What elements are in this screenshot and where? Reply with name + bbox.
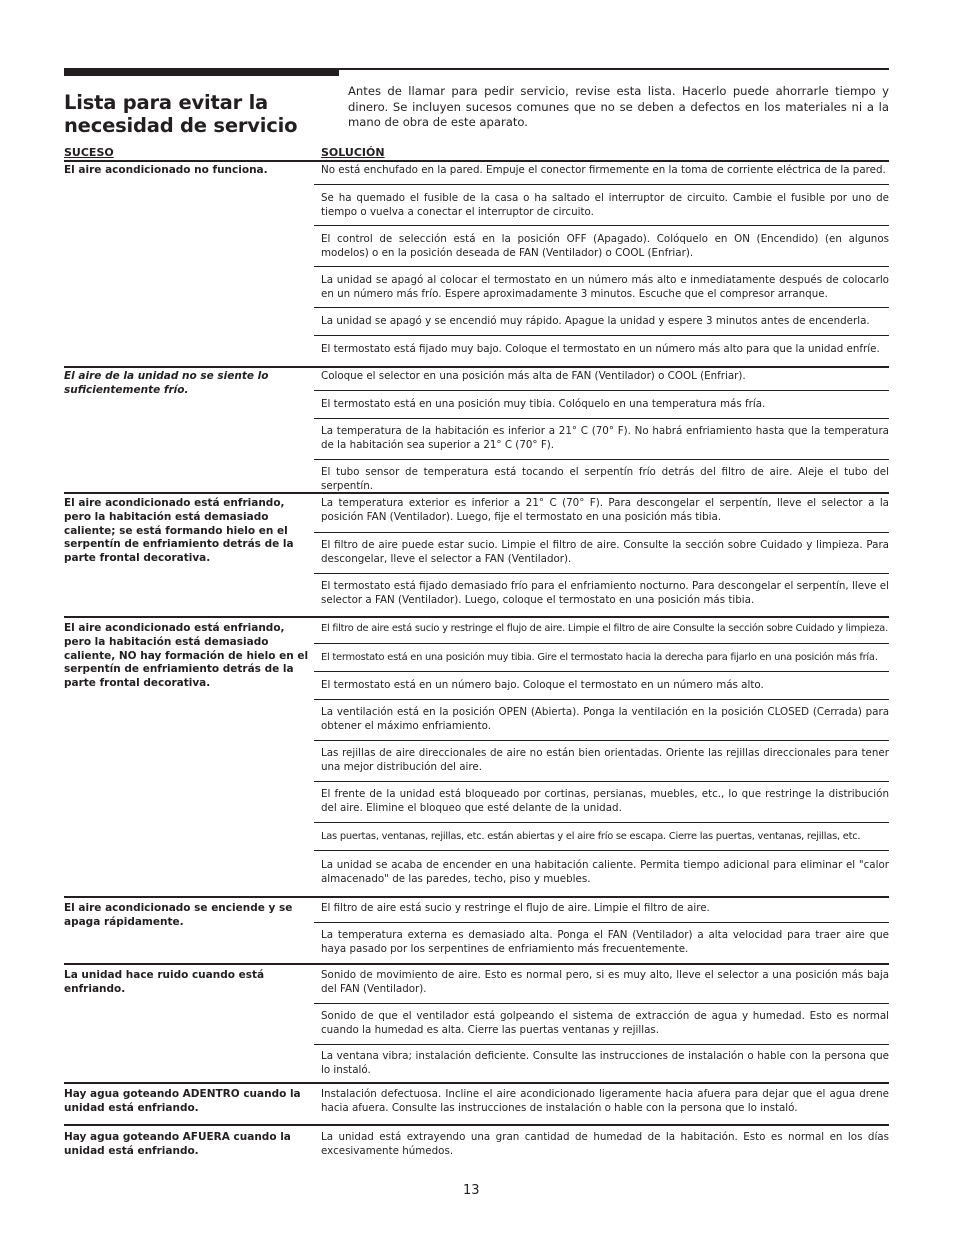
solution-item: La unidad se acaba de encender en una habitación caliente. Permita tiempo adicional para eliminar el "calor almacenado" de las paredes, techo, piso y muebles. <box>321 859 889 885</box>
row-divider <box>314 699 889 700</box>
row-divider <box>314 184 889 185</box>
row-divider <box>314 643 889 644</box>
solution-item: El filtro de aire puede estar sucio. Limpie el filtro de aire. Consulte la sección sobre Cuidado y limpieza. Para descongelar, lleve el selector a FAN (Ventilador). <box>321 539 889 565</box>
row-divider <box>314 307 889 308</box>
event-label: El aire acondicionado no funciona. <box>64 164 268 176</box>
column-header-event: SUCESO <box>64 146 114 159</box>
event-label: Hay agua goteando AFUERA cuando la unidad está enfriando. <box>64 1131 291 1157</box>
section-divider <box>64 492 889 494</box>
row-divider <box>314 781 889 782</box>
solution-item: El termostato está en una posición muy tibia. Colóquelo en una temperatura más fría. <box>321 398 766 410</box>
row-divider <box>314 1044 889 1045</box>
page-number: 13 <box>463 1183 480 1198</box>
solution-item: La unidad está extrayendo una gran cantidad de humedad de la habitación. Esto es normal en los días excesivamente húmedos. <box>321 1131 889 1157</box>
event-label: El aire acondicionado está enfriando, pero la habitación está demasiado caliente, NO hay formación de hielo en el serpentín de enfriamiento detrás de la parte frontal decorativa. <box>64 622 309 690</box>
solution-item: El tubo sensor de temperatura está tocando el serpentín frío detrás del filtro de aire. Aleje el tubo del serpentín. <box>321 466 889 492</box>
row-divider <box>314 850 889 851</box>
solution-item: Las puertas, ventanas, rejillas, etc. están abiertas y el aire frío se escapa. Cierre las puertas, ventanas, rejillas, etc. <box>321 831 861 842</box>
solution-item: La temperatura de la habitación es inferior a 21° C (70° F). No habrá enfriamiento hasta que la temperatura de la habitación sea superior a 21° C (70° F). <box>321 425 889 451</box>
row-divider <box>314 671 889 672</box>
intro-paragraph: Antes de llamar para pedir servicio, revise esta lista. Hacerlo puede ahorrarle tiempo y dinero. Se incluyen sucesos comunes que no se deben a defectos en los materiales ni a la mano de obra de este aparato. <box>348 84 889 129</box>
page-title: Lista para evitar la necesidad de servicio <box>64 91 298 137</box>
row-divider <box>314 390 889 391</box>
solution-item: La temperatura externa es demasiado alta. Ponga el FAN (Ventilador) a alta velocidad para traer aire que haya pasado por los serpentines de enfriamiento más frecuentemente. <box>321 929 889 955</box>
solution-item: El termostato está en una posición muy tibia. Gire el termostato hacia la derecha para fijarlo en una posición más fría. <box>321 652 878 663</box>
event-label: Hay agua goteando ADENTRO cuando la unidad está enfriando. <box>64 1088 301 1114</box>
solution-item: El termostato está fijado demasiado frío para el enfriamiento nocturno. Para descongelar el serpentín, lleve el selector a FAN (Ventilador). Luego, coloque el termostato en una posición más tibia. <box>321 580 889 606</box>
row-divider <box>314 225 889 226</box>
event-label: El aire acondicionado está enfriando, pero la habitación está demasiado caliente; se está formando hielo en el serpentín de enfriamiento detrás de la parte frontal decorativa. <box>64 497 294 565</box>
row-divider <box>314 459 889 460</box>
solution-item: El filtro de aire está sucio y restringe el flujo de aire. Limpie el filtro de aire. <box>321 902 710 914</box>
row-divider <box>314 822 889 823</box>
row-divider <box>314 266 889 267</box>
solution-item: El termostato está en un número bajo. Coloque el termostato en un número más alto. <box>321 679 764 691</box>
section-divider <box>64 963 889 965</box>
row-divider <box>314 740 889 741</box>
event-label: La unidad hace ruido cuando está enfriando. <box>64 969 265 995</box>
solution-item: Se ha quemado el fusible de la casa o ha saltado el interruptor de circuito. Cambie el fusible por uno de tiempo o vuelva a conectar el interruptor de circuito. <box>321 192 889 218</box>
solution-item: El frente de la unidad está bloqueado por cortinas, persianas, muebles, etc., lo que restringe la distribución del aire. Elimine el bloqueo que esté delante de la unidad. <box>321 788 889 814</box>
solution-item: El termostato está fijado muy bajo. Coloque el termostato en un número más alto para que la unidad enfríe. <box>321 343 880 355</box>
solution-item: Sonido de que el ventilador está golpeando el sistema de extracción de agua y humedad. Esto es normal cuando la humedad es alta. Cierre las puertas ventanas y rejillas. <box>321 1010 889 1036</box>
solution-item: El control de selección está en la posición OFF (Apagado). Colóquelo en ON (Encendido) (en algunos modelos) o en la posición deseada de FAN (Ventilador) o COOL (Enfriar). <box>321 233 889 259</box>
solution-item: No está enchufado en la pared. Empuje el conector firmemente en la toma de corriente eléctrica de la pared. <box>321 164 886 176</box>
section-divider <box>64 366 889 368</box>
solution-item: Las rejillas de aire direccionales de aire no están bien orientadas. Oriente las rejillas direccionales para tener una mejor distribución del aire. <box>321 747 889 773</box>
event-label: El aire de la unidad no se siente lo suficientemente frío. <box>64 370 269 396</box>
row-divider <box>314 532 889 533</box>
solution-item: La ventilación está en la posición OPEN (Abierta). Ponga la ventilación en la posición CLOSED (Cerrada) para obtener el máximo enfriamiento. <box>321 706 889 732</box>
section-divider <box>64 1124 889 1126</box>
section-divider <box>64 1082 889 1084</box>
solution-item: Instalación defectuosa. Incline el aire acondicionado ligeramente hacia afuera para dejar que el agua drene hacia afuera. Consulte las instrucciones de instalación o hable con la persona que lo instaló. <box>321 1088 889 1114</box>
solution-item: La temperatura exterior es inferior a 21° C (70° F). Para descongelar el serpentín, lleve el selector a la posición FAN (Ventilador). Luego, fije el termostato en una posición más tibia. <box>321 497 889 523</box>
solution-item: La unidad se apagó y se encendió muy rápido. Apague la unidad y espere 3 minutos antes de encenderla. <box>321 315 870 327</box>
solution-item: Coloque el selector en una posición más alta de FAN (Ventilador) o COOL (Enfriar). <box>321 370 746 382</box>
section-divider <box>64 616 889 618</box>
solution-item: Sonido de movimiento de aire. Esto es normal pero, si es muy alto, lleve el selector a una posición más baja del FAN (Ventilador). <box>321 969 889 995</box>
header-bar-thin <box>339 68 889 70</box>
section-divider <box>64 160 889 162</box>
row-divider <box>314 1003 889 1004</box>
solution-item: El filtro de aire está sucio y restringe el flujo de aire. Limpie el filtro de aire Consulte la sección sobre Cuidado y limpieza. <box>321 623 888 634</box>
row-divider <box>314 335 889 336</box>
column-header-solution: SOLUCIÓN <box>321 146 385 159</box>
row-divider <box>314 418 889 419</box>
solution-item: La ventana vibra; instalación deficiente. Consulte las instrucciones de instalación o hable con la persona que lo instaló. <box>321 1050 889 1076</box>
row-divider <box>314 922 889 923</box>
event-label: El aire acondicionado se enciende y se apaga rápidamente. <box>64 902 293 928</box>
section-divider <box>64 896 889 898</box>
row-divider <box>314 573 889 574</box>
header-bar-thick <box>64 68 339 76</box>
solution-item: La unidad se apagó al colocar el termostato en un número más alto e inmediatamente después de colocarlo en un número más frío. Espere aproximadamente 3 minutos. Escuche que el compresor arranque. <box>321 274 889 300</box>
